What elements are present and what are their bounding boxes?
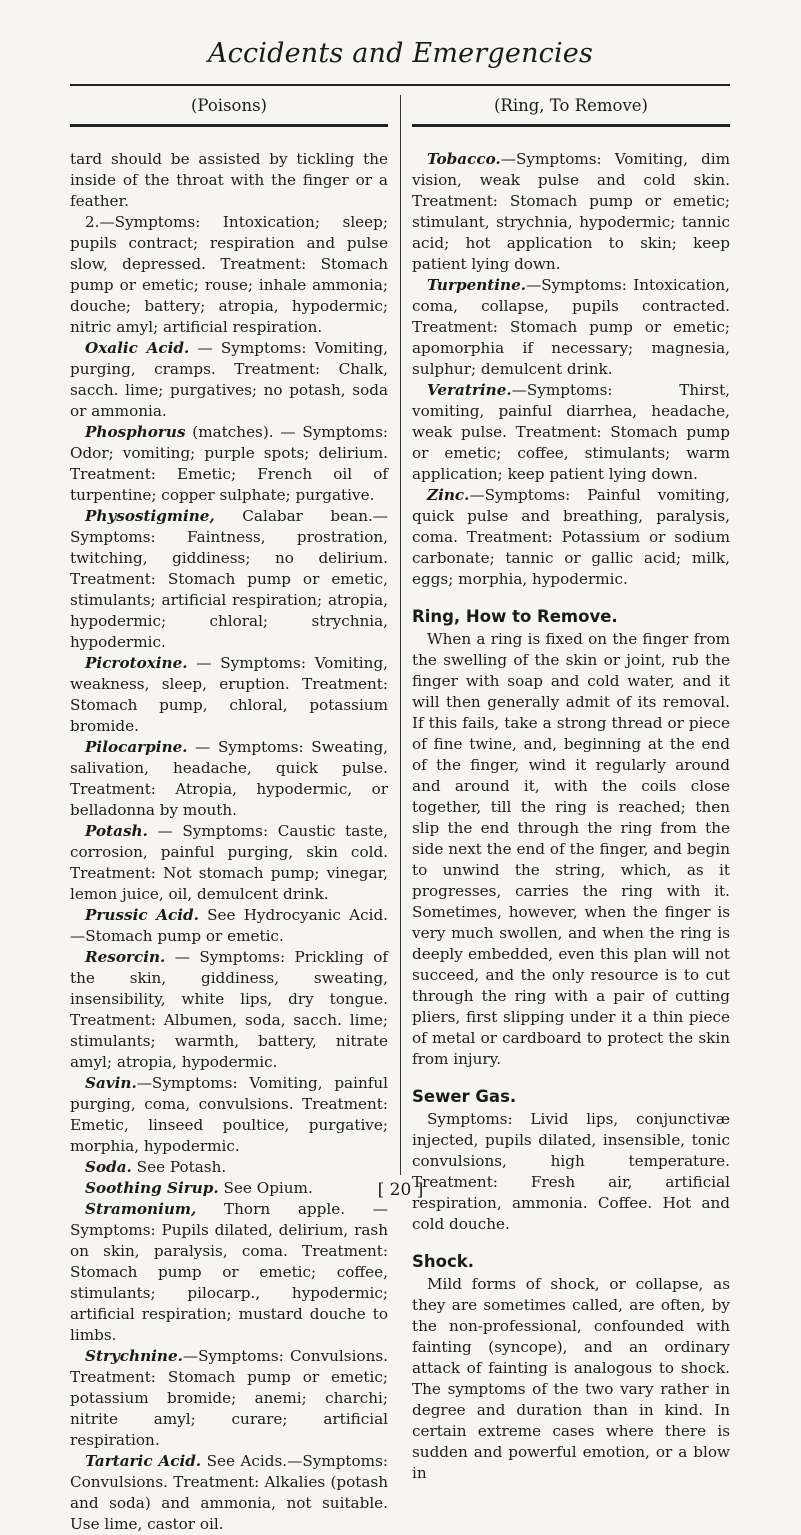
entry-term: Turpentine. — [427, 276, 527, 294]
entry-paragraph — [412, 275, 730, 380]
entry-paragraph — [70, 506, 388, 653]
entry-paragraph — [70, 947, 388, 1073]
entry-paragraph — [70, 1346, 388, 1451]
entry-text: Calabar bean.—Symptoms: Faintness, prostration, twitching, giddiness; no delirium. Treatment: Stomach pump or emetic, stimulants; artificial respiration; atropia, hypodermic; chloral; strychnia, hypodermic. — [70, 507, 388, 651]
entry-text: tard should be assisted by tickling the inside of the throat with the finger or a feather. — [70, 150, 388, 210]
section-heading: Sewer Gas. — [412, 1087, 517, 1106]
entry-term: Soda. — [85, 1158, 132, 1176]
entry-term: Soothing Sirup. — [85, 1179, 219, 1197]
entry-text: —Symptoms: Convulsions. Treatment: Stomach pump or emetic; potassium bromide; anemi; charchi; nitrite amyl; curare; artificial respiration. — [70, 1347, 388, 1449]
section-text: Symptoms: Livid lips, conjunctivæ injected, pupils dilated, insensible, tonic convulsions, high temperature. Treatment: Fresh air, artificial respiration, ammonia. Coffee. Hot and cold douche. — [412, 1110, 730, 1233]
entry-paragraph — [70, 1073, 388, 1157]
entry-paragraph — [70, 905, 388, 947]
entry-term: Potash. — [85, 822, 148, 840]
page-number: [ 20 ] — [377, 1180, 424, 1200]
entry-paragraph — [70, 737, 388, 821]
entry-paragraph — [412, 380, 730, 485]
entry-text: 2.—Symptoms: Intoxication; sleep; pupils contract; respiration and pulse slow, depressed. Treatment: Stomach pump or emetic; rouse; inhale ammonia; douche; battery; atropia, hypodermic; nitric amyl; artificial respiration. — [70, 213, 388, 336]
entry-text: —Symptoms: Intoxication, coma, collapse, pupils contracted. Treatment: Stomach pump or emetic; apomorphia if necessary; magnesia, sulphur; demulcent drink. — [412, 276, 730, 378]
entry-text: See Opium. — [218, 1179, 313, 1197]
entry-paragraph — [70, 1451, 388, 1535]
header-rule — [70, 84, 730, 86]
entry-term: Picrotoxine. — [85, 654, 188, 672]
entry-term: Tartaric Acid. — [85, 1452, 202, 1470]
right-column — [412, 95, 730, 1484]
entry-text: See Potash. — [131, 1158, 227, 1176]
entry-text: Thorn apple. — Symptoms: Pupils dilated, delirium, rash on skin, paralysis, coma. Treatment: Stomach pump or emetic; coffee, stimulants; pilocarp., hypodermic; artificial respiration; mustard douche to limbs. — [70, 1200, 388, 1344]
section-heading: Shock. — [412, 1252, 474, 1271]
entry-term: Savin. — [85, 1074, 137, 1092]
left-column — [70, 95, 388, 1535]
entry-paragraph — [70, 653, 388, 737]
running-head: Accidents and Emergencies — [207, 38, 594, 69]
left-column-heading: (Poisons) — [190, 96, 267, 115]
right-column-rule — [412, 124, 730, 127]
section-heading: Ring, How to Remove. — [412, 607, 618, 626]
entry-term: Stramonium, — [85, 1200, 197, 1218]
entry-text: — Symptoms: Caustic taste, corrosion, painful purging, skin cold. Treatment: Not stomach pump; vinegar, lemon juice, oil, demulcent drink. — [70, 822, 388, 903]
entry-text: — Symptoms: Vomiting, purging, cramps. Treatment: Chalk, sacch. lime; purgatives; no potash, soda or ammonia. — [70, 339, 388, 420]
section-text: Mild forms of shock, or collapse, as they are sometimes called, are often, by the non-professional, confounded with fainting (syncope), and an ordinary attack of fainting is analogous to shock. The symptoms of the two vary rather in degree and duration than in kind. In certain extreme cases where there is sudden and powerful emotion, or a blow in — [412, 1275, 730, 1482]
entry-text: (matches). — Symptoms: Odor; vomiting; purple spots; delirium. Treatment: Emetic; French oil of turpentine; copper sulphate; purgative. — [70, 423, 388, 504]
entry-paragraph — [412, 149, 730, 275]
column-divider — [400, 95, 401, 1175]
entry-text: See Acids.—Symptoms: Convulsions. Treatment: Alkalies (potash and soda) and ammonia, not suitable. Use lime, castor oil. — [70, 1452, 388, 1533]
entry-term: Physostigmine, — [85, 507, 215, 525]
left-column-body — [70, 149, 388, 1535]
entry-text: —Symptoms: Thirst, vomiting, painful diarrhea, headache, weak pulse. Treatment: Stomach pump or emetic; coffee, stimulants; warm application; keep patient lying down. — [412, 381, 730, 483]
entry-term: Strychnine. — [85, 1347, 183, 1365]
entry-paragraph — [70, 821, 388, 905]
entry-paragraph — [70, 422, 388, 506]
entry-paragraph — [70, 212, 388, 338]
entry-term: Phosphorus — [85, 423, 186, 441]
entry-text: See Hydrocyanic Acid. —Stomach pump or emetic. — [70, 906, 388, 945]
entry-text: —Symptoms: Painful vomiting, quick pulse and breathing, paralysis, coma. Treatment: Potassium or sodium carbonate; tannic or gallic acid; milk, eggs; morphia, hypodermic. — [412, 486, 730, 588]
entry-term: Veratrine. — [427, 381, 512, 399]
entry-term: Oxalic Acid. — [85, 339, 190, 357]
entry-paragraph — [70, 149, 388, 212]
right-column-body — [412, 149, 730, 1484]
entry-term: Prussic Acid. — [85, 906, 199, 924]
entry-term: Pilocarpine. — [85, 738, 188, 756]
entry-paragraph — [70, 1157, 388, 1178]
entry-text: — Symptoms: Prickling of the skin, giddiness, sweating, insensibility, white lips, dry tongue. Treatment: Albumen, soda, sacch. lime; stimulants; warmth, battery, nitrate amyl; atropia, hypodermic. — [70, 948, 388, 1071]
section-text: When a ring is fixed on the finger from the swelling of the skin or joint, rub the finger with soap and cold water, and it will then generally admit of its removal. If this fails, take a strong thread or piece of fine twine, and, beginning at the end of the finger, wind it regularly around and around it, with the coils close together, till the ring is reached; then slip the end through the ring from the side next the end of the finger, and begin to unwind the string, which, as it progresses, carries the ring with it. Sometimes, however, when the finger is very much swollen, and when the ring is deeply embedded, even this plan will not succeed, and the only resource is to cut through the ring with a pair of cutting pliers, first slipping under it a thin piece of metal or cardboard to protect the skin from injury. — [412, 630, 730, 1068]
entry-text: —Symptoms: Vomiting, dim vision, weak pulse and cold skin. Treatment: Stomach pump or emetic; stimulant, strychnia, hypodermic; tannic acid; hot application to skin; keep patient lying down. — [412, 150, 730, 273]
right-column-heading: (Ring, To Remove) — [493, 96, 648, 115]
entry-text: — Symptoms: Vomiting, weakness, sleep, eruption. Treatment: Stomach pump, chloral, potassium bromide. — [70, 654, 388, 735]
entry-term: Resorcin. — [85, 948, 166, 966]
entry-paragraph — [70, 338, 388, 422]
entry-term: Zinc. — [427, 486, 470, 504]
entry-text: —Symptoms: Vomiting, painful purging, coma, convulsions. Treatment: Emetic, linseed poultice, purgative; morphia, hypodermic. — [70, 1074, 388, 1155]
entry-text: — Symptoms: Sweating, salivation, headache, quick pulse. Treatment: Atropia, hypodermic, or belladonna by mouth. — [70, 738, 388, 819]
entry-paragraph — [70, 1199, 388, 1346]
left-column-rule — [70, 124, 388, 127]
entry-term: Tobacco. — [427, 150, 501, 168]
entry-paragraph — [412, 485, 730, 590]
